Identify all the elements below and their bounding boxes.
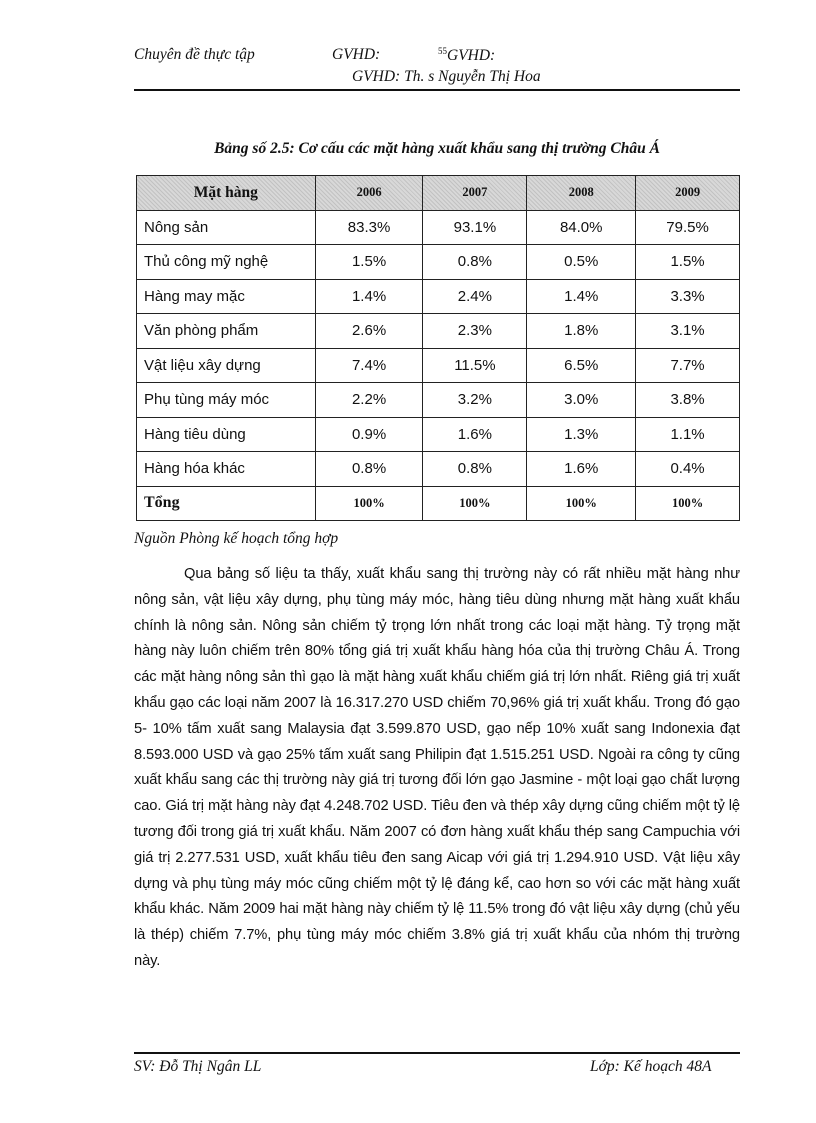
row-label: Hàng may mặc bbox=[137, 279, 316, 314]
column-header-item: Mặt hàng bbox=[137, 176, 316, 211]
cell-value: 7.7% bbox=[636, 348, 740, 383]
table-header-row bbox=[137, 176, 740, 211]
header-gvhd-label-2: $^{55}$GVHD: bbox=[438, 46, 496, 65]
table-row bbox=[137, 314, 740, 349]
cell-value: 3.0% bbox=[527, 383, 636, 418]
analysis-paragraph: Qua bảng số liệu ta thấy, xuất khẩu sang thị trường này có rất nhiều mặt hàng như nông sản, vật liệu xây dựng, phụ tùng máy móc, hàng tiêu dùng nhưng mặt hàng xuất khẩu chính là nông sản. Nông sản chiếm tỷ trọng lớn nhất trong các loại mặt hàng. Tỷ trọng mặt hàng này luôn chiếm trên 80% tổng giá trị xuất khẩu hàng hóa của thị trường Châu Á. Trong các mặt hàng nông sản thì gạo là mặt hàng xuất khẩu chiếm giá trị lớn nhất. Riêng giá trị xuất khẩu gạo các loại năm 2007 là 16.317.270 USD chiếm 70,96% giá trị xuất khẩu. Trong đó gạo 5- 10% tấm xuất sang Malaysia đạt 3.599.870 USD, gạo nếp 10% xuất sang Indonexia đạt 8.593.000 USD và gạo 25% tấm xuất sang Philipin đạt 1.515.251 USD. Ngoài ra công ty cũng xuất khẩu sang các thị trường này giá trị tương đối lớn gạo Jasmine - một loại gạo chất lượng cao. Giá trị mặt hàng này đạt 4.248.702 USD. Tiêu đen và thép xây dựng cũng chiếm một tỷ lệ tương đối trong giá trị xuất khẩu. Năm 2007 có đơn hàng xuất khẩu thép sang Campuchia với giá trị 2.277.531 USD, xuất khẩu tiêu đen sang Aicap với giá trị 1.294.910 USD. Vật liệu xây dựng và phụ tùng máy móc cũng chiếm một tỷ lệ đáng kể, cao hơn so với các mặt hàng xuất khẩu khác. Năm 2009 hai mặt hàng này chiếm tỷ lệ 11.5% trong đó vật liệu xây dựng (chủ yếu là thép) chiếm 7.7%, phụ tùng máy móc chiếm 3.8% giá trị xuất khẩu của nhóm thị trường này. bbox=[134, 566, 740, 969]
footer-student: SV: Đỗ Thị Ngân LL bbox=[134, 1058, 262, 1075]
header-gvhd-label: GVHD: bbox=[332, 46, 381, 63]
export-structure-table bbox=[136, 175, 740, 521]
row-label: Nông sản bbox=[137, 210, 316, 245]
column-header-year: 2006 bbox=[315, 176, 423, 211]
cell-value: 93.1% bbox=[423, 210, 527, 245]
cell-value: 84.0% bbox=[527, 210, 636, 245]
total-value: 100% bbox=[636, 486, 740, 521]
table-row bbox=[137, 210, 740, 245]
cell-value: 0.9% bbox=[315, 417, 423, 452]
cell-value: 83.3% bbox=[315, 210, 423, 245]
cell-value: 2.3% bbox=[423, 314, 527, 349]
total-value: 100% bbox=[527, 486, 636, 521]
column-header-year: 2007 bbox=[423, 176, 527, 211]
cell-value: 2.4% bbox=[423, 279, 527, 314]
cell-value: 1.6% bbox=[527, 452, 636, 487]
cell-value: 3.8% bbox=[636, 383, 740, 418]
table-row bbox=[137, 452, 740, 487]
footnote-mark: 55 bbox=[438, 46, 447, 56]
table-row bbox=[137, 383, 740, 418]
cell-value: 3.3% bbox=[636, 279, 740, 314]
cell-value: 1.1% bbox=[636, 417, 740, 452]
table-row bbox=[137, 348, 740, 383]
row-label: Thủ công mỹ nghệ bbox=[137, 245, 316, 280]
total-label: Tổng bbox=[137, 486, 316, 521]
table-caption: Bảng số 2.5: Cơ cấu các mặt hàng xuất khẩu sang thị trường Châu Á bbox=[214, 140, 660, 157]
column-header-year: 2008 bbox=[527, 176, 636, 211]
cell-value: 6.5% bbox=[527, 348, 636, 383]
row-label: Phụ tùng máy móc bbox=[137, 383, 316, 418]
total-value: 100% bbox=[315, 486, 423, 521]
row-label: Hàng hóa khác bbox=[137, 452, 316, 487]
cell-value: 1.4% bbox=[527, 279, 636, 314]
cell-value: 1.8% bbox=[527, 314, 636, 349]
header-topic: Chuyên đề thực tập bbox=[134, 46, 255, 63]
cell-value: 0.8% bbox=[423, 245, 527, 280]
cell-value: 3.2% bbox=[423, 383, 527, 418]
cell-value: 79.5% bbox=[636, 210, 740, 245]
row-label: Vật liệu xây dựng bbox=[137, 348, 316, 383]
cell-value: 0.5% bbox=[527, 245, 636, 280]
row-label: Văn phòng phẩm bbox=[137, 314, 316, 349]
header-rule bbox=[134, 89, 740, 91]
column-header-year: 2009 bbox=[636, 176, 740, 211]
cell-value: 1.3% bbox=[527, 417, 636, 452]
cell-value: 1.5% bbox=[315, 245, 423, 280]
cell-value: 1.5% bbox=[636, 245, 740, 280]
header-advisor: GVHD: Th. s Nguyễn Thị Hoa bbox=[352, 68, 541, 85]
total-value: 100% bbox=[423, 486, 527, 521]
cell-value: 7.4% bbox=[315, 348, 423, 383]
table-total-row bbox=[137, 486, 740, 521]
cell-value: 1.6% bbox=[423, 417, 527, 452]
row-label: Hàng tiêu dùng bbox=[137, 417, 316, 452]
table-row bbox=[137, 417, 740, 452]
cell-value: 0.8% bbox=[315, 452, 423, 487]
cell-value: 0.8% bbox=[423, 452, 527, 487]
table-source-note: Nguồn Phòng kế hoạch tổng hợp bbox=[134, 530, 339, 547]
footer-rule bbox=[134, 1052, 740, 1054]
cell-value: 2.2% bbox=[315, 383, 423, 418]
table-row bbox=[137, 245, 740, 280]
cell-value: 1.4% bbox=[315, 279, 423, 314]
footer-class: Lớp: Kế hoạch 48A bbox=[590, 1058, 712, 1075]
cell-value: 11.5% bbox=[423, 348, 527, 383]
cell-value: 0.4% bbox=[636, 452, 740, 487]
cell-value: 2.6% bbox=[315, 314, 423, 349]
cell-value: 3.1% bbox=[636, 314, 740, 349]
table-row bbox=[137, 279, 740, 314]
